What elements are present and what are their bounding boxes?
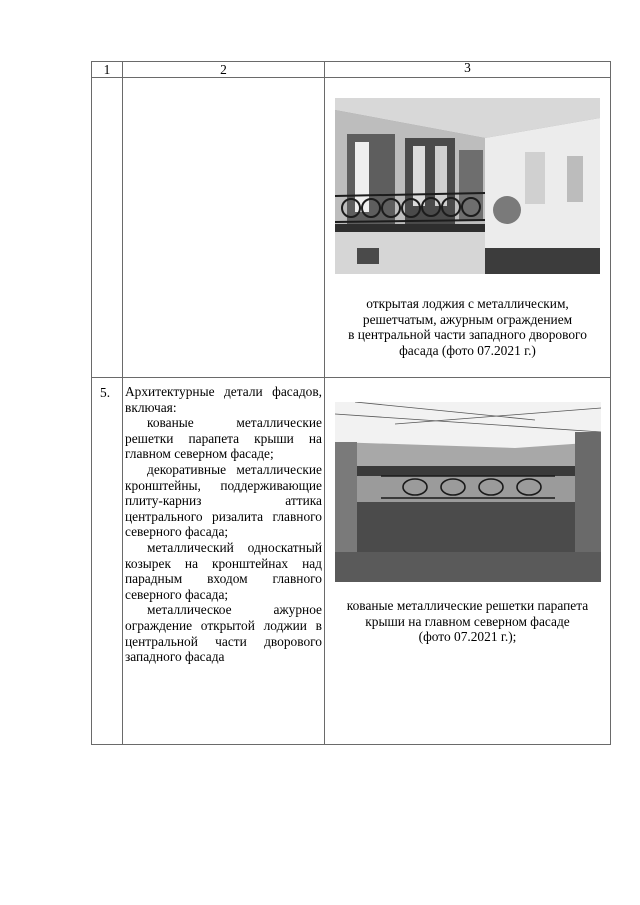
photo-cell	[325, 378, 611, 745]
photo-loggia-railing-icon	[335, 98, 600, 274]
header-col-3: 3	[325, 62, 611, 78]
photo-cell	[325, 78, 611, 378]
photo-caption: открытая лоджия с металлическим, решетчатым, ажурным ограждением в центральной части западного дворового фасада (фото 07.2021 г.)	[348, 296, 587, 358]
header-row	[92, 62, 611, 78]
row-number	[92, 78, 123, 378]
photo-caption: кованые металлические решетки парапета крыши на главном северном фасаде (фото 07.2021 г.);	[346, 598, 589, 645]
monument-table	[91, 61, 611, 745]
header-col-1: 1	[92, 62, 123, 78]
table-row	[92, 378, 611, 745]
row-description	[123, 378, 325, 745]
description-text: Архитектурные детали фасадов, включая: кованые металлические решетки парапета крыши на главном северном фасаде; декоративные металлические кронштейны, поддерживающие плиту-карниз аттика центрального ризалита главного северного фасада; металлический односкатный козырек на кронштейнах над парадным входом главного северного фасада; металлическое ажурное ограждение открытой лоджии в центральной части дворового западного фасада	[125, 384, 322, 665]
table-row	[92, 78, 611, 378]
row-description	[123, 78, 325, 378]
row-number: 5.	[92, 378, 123, 745]
photo-parapet-railing-icon	[335, 402, 601, 582]
header-col-2: 2	[123, 62, 325, 78]
